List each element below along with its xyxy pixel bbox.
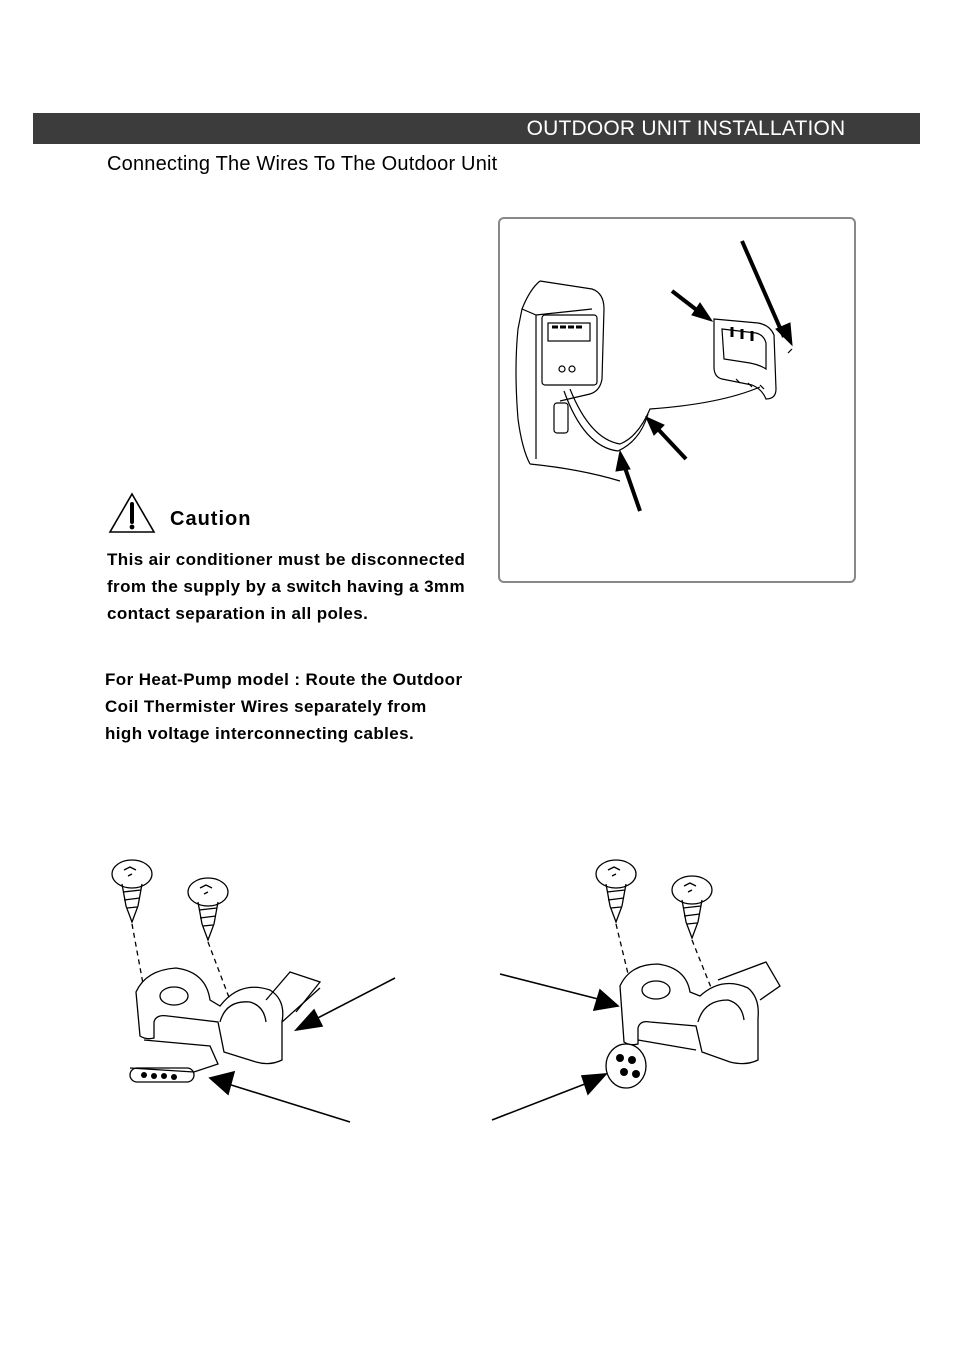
wiring-figure-frame: [498, 217, 856, 583]
section-header-bar: [33, 113, 920, 144]
caution-text: This air conditioner must be disconnected from the supply by a switch having a 3mm contact separation in all poles.: [107, 550, 466, 623]
outdoor-unit-wiring-illustration: [500, 219, 854, 581]
heat-pump-note: For Heat-Pump model : Route the Outdoor Coil Thermister Wires separately from high voltage interconnecting cables.: [105, 670, 463, 743]
page-title: Connecting The Wires To The Outdoor Unit: [107, 153, 498, 175]
warning-triangle-icon: [108, 492, 156, 534]
cable-clamp-flat-cable-illustration: [100, 850, 410, 1130]
section-header-title: OUTDOOR UNIT INSTALLATION: [526, 117, 846, 140]
caution-title: Caution: [170, 508, 252, 530]
cable-clamp-round-cable-illustration: [490, 850, 800, 1130]
